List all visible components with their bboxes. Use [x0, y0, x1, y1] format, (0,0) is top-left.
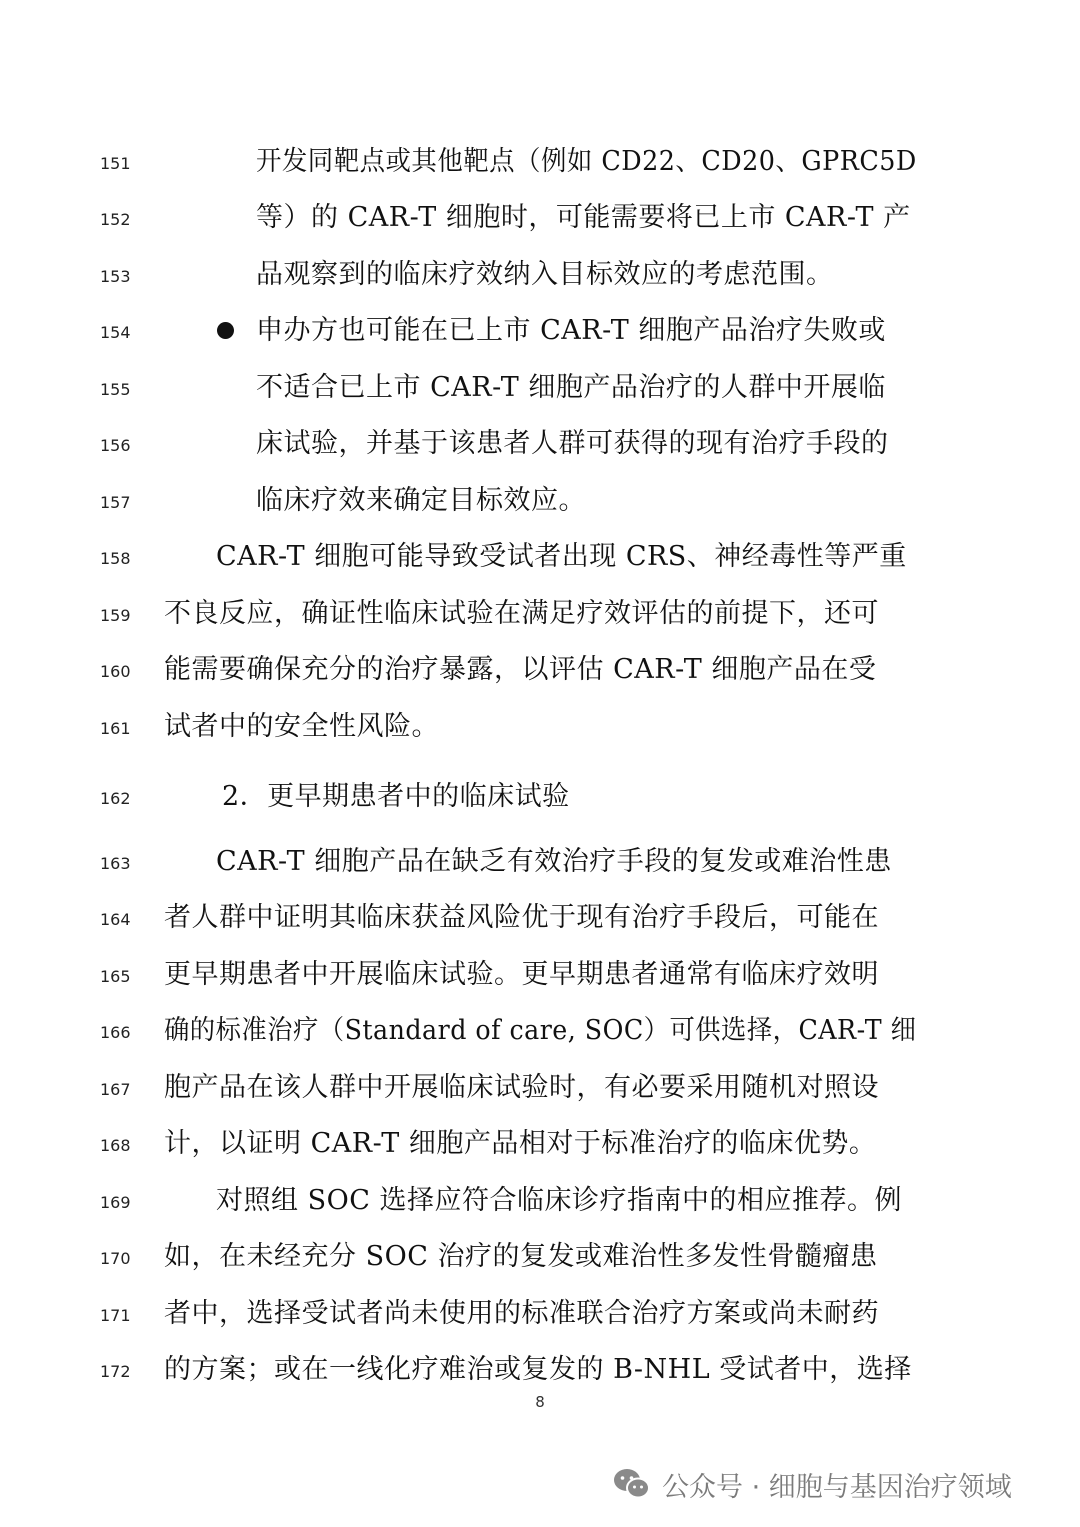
line-text: CAR-T 细胞可能导致受试者出现 CRS、神经毒性等严重: [216, 541, 907, 572]
text-line: [0, 311, 1080, 351]
line-number: 170: [100, 1249, 131, 1268]
line-number: 163: [100, 854, 131, 873]
line-number: 165: [100, 967, 131, 986]
line-text: 者中，选择受试者尚未使用的标准联合治疗方案或尚未耐药: [164, 1298, 879, 1329]
line-number: 155: [100, 380, 131, 399]
line-text: 者人群中证明其临床获益风险优于现有治疗手段后，可能在: [164, 902, 879, 933]
text-line: [0, 1011, 1080, 1051]
text-line: [0, 1237, 1080, 1277]
bullet-icon: [217, 322, 234, 339]
text-line: [0, 198, 1080, 238]
line-number: 161: [100, 719, 131, 738]
line-text: 等）的 CAR-T 细胞时，可能需要将已上市 CAR-T 产: [256, 202, 911, 233]
watermark: [612, 1462, 1012, 1506]
text-line: [0, 368, 1080, 408]
line-text: 计，以证明 CAR-T 细胞产品相对于标准治疗的临床优势。: [164, 1128, 877, 1159]
line-text: 申办方也可能在已上市 CAR-T 细胞产品治疗失败或: [256, 315, 886, 346]
watermark-text: 公众号 · 细胞与基因治疗领域: [662, 1471, 1012, 1503]
line-text: 能需要确保充分的治疗暴露，以评估 CAR-T 细胞产品在受: [164, 654, 877, 685]
text-line: [0, 1294, 1080, 1334]
line-number: 162: [100, 789, 131, 808]
line-number: 160: [100, 662, 131, 681]
line-number: 159: [100, 606, 131, 625]
line-number: 151: [100, 154, 131, 173]
line-number: 152: [100, 210, 131, 229]
text-line: [0, 1181, 1080, 1221]
text-line: [0, 842, 1080, 882]
line-number: 158: [100, 549, 131, 568]
line-number: 156: [100, 436, 131, 455]
line-text: 开发同靶点或其他靶点（例如 CD22、CD20、GPRC5D: [256, 146, 917, 177]
text-line: [0, 424, 1080, 464]
line-text: 胞产品在该人群中开展临床试验时，有必要采用随机对照设: [164, 1072, 879, 1103]
text-line: [0, 898, 1080, 938]
line-number: 167: [100, 1080, 131, 1099]
text-line: [0, 1350, 1080, 1390]
text-line: [0, 650, 1080, 690]
text-line: [0, 142, 1080, 182]
wechat-icon: [612, 1466, 652, 1502]
line-text: 的方案；或在一线化疗难治或复发的 B-NHL 受试者中，选择: [164, 1354, 912, 1385]
line-text: 对照组 SOC 选择应符合临床诊疗指南中的相应推荐。例: [216, 1185, 902, 1216]
text-line: [0, 594, 1080, 634]
line-number: 153: [100, 267, 131, 286]
line-number: 172: [100, 1362, 131, 1381]
line-text: CAR-T 细胞产品在缺乏有效治疗手段的复发或难治性患: [216, 846, 892, 877]
line-number: 164: [100, 910, 131, 929]
line-number: 168: [100, 1136, 131, 1155]
section-heading: 2．更早期患者中的临床试验: [222, 781, 570, 812]
line-number: 166: [100, 1023, 131, 1042]
page-number: 8: [535, 1393, 545, 1411]
text-line: [0, 537, 1080, 577]
line-text: 如，在未经充分 SOC 治疗的复发或难治性多发性骨髓瘤患: [164, 1241, 878, 1272]
line-text: 不适合已上市 CAR-T 细胞产品治疗的人群中开展临: [256, 372, 886, 403]
text-line: [0, 955, 1080, 995]
line-text: 试者中的安全性风险。: [164, 711, 439, 742]
line-text: 品观察到的临床疗效纳入目标效应的考虑范围。: [256, 259, 834, 290]
line-text: 临床疗效来确定目标效应。: [256, 485, 586, 516]
text-line: [0, 481, 1080, 521]
line-number: 169: [100, 1193, 131, 1212]
line-text: 确的标准治疗（Standard of care, SOC）可供选择，CAR-T 细: [164, 1015, 917, 1046]
line-number: 154: [100, 323, 131, 342]
line-text: 更早期患者中开展临床试验。更早期患者通常有临床疗效明: [164, 959, 879, 990]
text-line: [0, 255, 1080, 295]
line-text: 床试验，并基于该患者人群可获得的现有治疗手段的: [256, 428, 889, 459]
section-heading-line: [0, 777, 1080, 817]
text-line: [0, 707, 1080, 747]
line-number: 171: [100, 1306, 131, 1325]
line-text: 不良反应，确证性临床试验在满足疗效评估的前提下，还可: [164, 598, 879, 629]
text-line: [0, 1124, 1080, 1164]
text-line: [0, 1068, 1080, 1108]
line-number: 157: [100, 493, 131, 512]
